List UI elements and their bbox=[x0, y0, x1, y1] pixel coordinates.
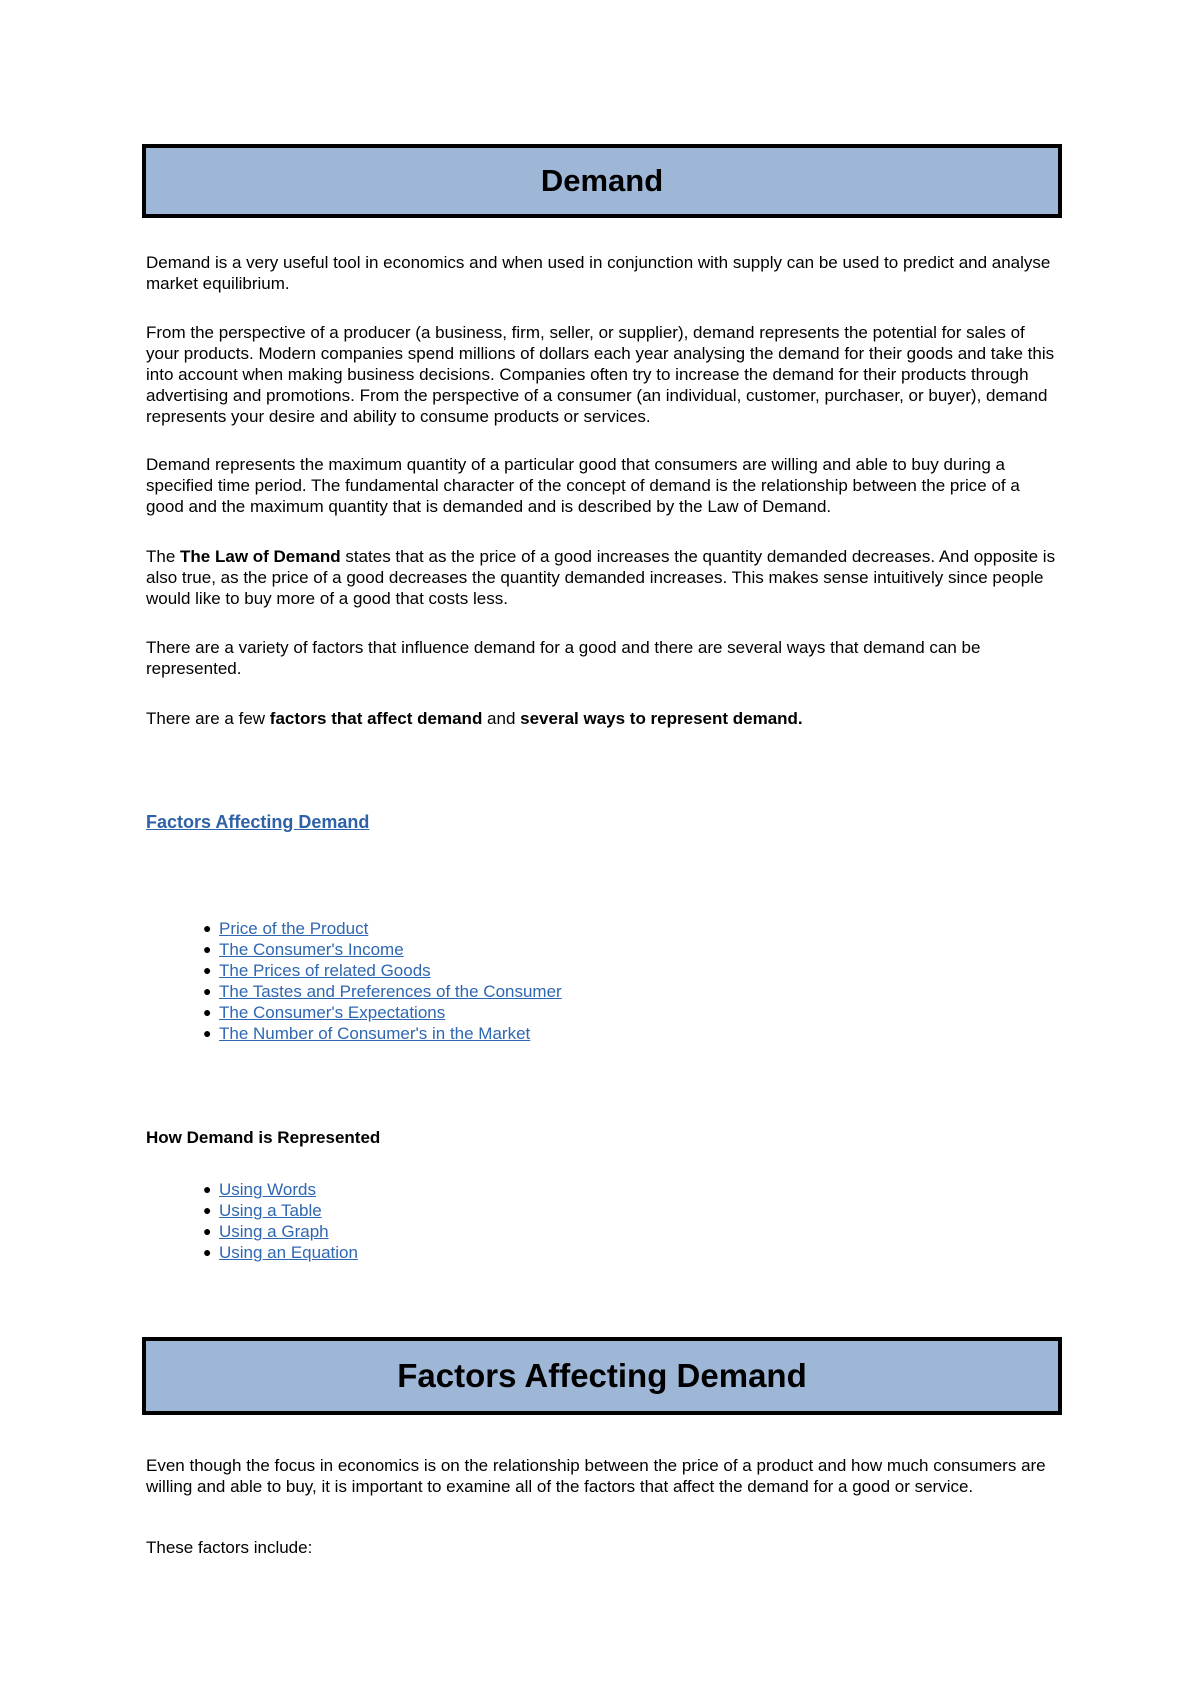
list-item bbox=[200, 939, 562, 960]
factors-link-list bbox=[200, 918, 562, 1044]
list-item bbox=[200, 1242, 358, 1263]
bullet-icon: ● bbox=[203, 920, 212, 936]
factors-title-box bbox=[142, 1337, 1062, 1415]
law-of-demand-prefix: The bbox=[146, 547, 181, 566]
factor-link-income[interactable]: The Consumer's Income bbox=[219, 940, 404, 959]
bullet-icon: ● bbox=[203, 962, 212, 978]
demand-paragraph-5: There are a variety of factors that influence demand for a good and there are several ways that demand can be represented. bbox=[146, 638, 981, 678]
list-item bbox=[200, 1221, 358, 1242]
representation-heading: How Demand is Represented bbox=[146, 1128, 381, 1147]
demand-paragraph-2: From the perspective of a producer (a business, firm, seller, or supplier), demand represents the potential for sales of your products. Modern companies spend millions of dollars each year analysing the demand for their goods and take this into account when making business decisions. Companies often try to increase the demand for their products through advertising and promotions. From the perspective of a consumer (an individual, customer, purchaser, or buyer), demand represents your desire and ability to consume products or services. bbox=[146, 323, 1055, 426]
list-item bbox=[200, 918, 562, 939]
bullet-icon: ● bbox=[203, 1244, 212, 1260]
bullet-icon: ● bbox=[203, 1181, 212, 1197]
factors-title: Factors Affecting Demand bbox=[397, 1357, 807, 1394]
summary-prefix: There are a few bbox=[146, 709, 270, 728]
representation-link-list bbox=[200, 1179, 358, 1263]
law-of-demand-paragraph bbox=[146, 546, 1058, 609]
factors-paragraph-2: These factors include: bbox=[146, 1538, 313, 1557]
summary-representation-bold: several ways to represent demand. bbox=[520, 709, 803, 728]
demand-paragraph-1: Demand is a very useful tool in economics and when used in conjunction with supply can be used to predict and analyse market equilibrium. bbox=[146, 253, 1051, 293]
bullet-icon: ● bbox=[203, 1025, 212, 1041]
factor-link-price[interactable]: Price of the Product bbox=[219, 919, 369, 938]
list-item bbox=[200, 960, 562, 981]
representation-link-graph[interactable]: Using a Graph bbox=[219, 1222, 329, 1241]
bullet-icon: ● bbox=[203, 941, 212, 957]
demand-title-box bbox=[142, 144, 1062, 218]
factors-paragraph-1: Even though the focus in economics is on the relationship between the price of a product and how much consumers are willing and able to buy, it is important to examine all of the factors that affect the demand for a good or service. bbox=[146, 1456, 1046, 1496]
list-item bbox=[200, 1200, 358, 1221]
factor-link-expectations[interactable]: The Consumer's Expectations bbox=[219, 1003, 446, 1022]
list-item bbox=[200, 1023, 562, 1044]
demand-summary-paragraph bbox=[146, 708, 1058, 729]
representation-link-table[interactable]: Using a Table bbox=[219, 1201, 322, 1220]
representation-link-words[interactable]: Using Words bbox=[219, 1180, 316, 1199]
factor-link-number-of-consumers[interactable]: The Number of Consumer's in the Market bbox=[219, 1024, 531, 1043]
bullet-icon: ● bbox=[203, 983, 212, 999]
bullet-icon: ● bbox=[203, 1202, 212, 1218]
representation-link-equation[interactable]: Using an Equation bbox=[219, 1243, 358, 1262]
law-of-demand-term: The Law of Demand bbox=[180, 547, 341, 566]
demand-paragraph-3: Demand represents the maximum quantity of a particular good that consumers are willing and able to buy during a specified time period. The fundamental character of the concept of demand is the relationship between the price of a good and the maximum quantity that is demanded and is described by the Law of Demand. bbox=[146, 455, 1020, 516]
list-item bbox=[200, 981, 562, 1002]
list-item bbox=[200, 1179, 358, 1200]
factor-link-tastes[interactable]: The Tastes and Preferences of the Consumer bbox=[219, 982, 562, 1001]
summary-middle: and bbox=[482, 709, 521, 728]
factors-affecting-demand-link[interactable]: Factors Affecting Demand bbox=[146, 812, 370, 832]
summary-factors-bold: factors that affect demand bbox=[269, 709, 483, 728]
list-item bbox=[200, 1002, 562, 1023]
demand-title: Demand bbox=[540, 163, 664, 198]
factor-link-related-goods[interactable]: The Prices of related Goods bbox=[219, 961, 431, 980]
bullet-icon: ● bbox=[203, 1223, 212, 1239]
law-of-demand-text: states that as the price of a good increases the quantity demanded decreases. And opposite is also true, as the price of a good decreases the quantity demanded increases. This makes sense intuitively since people would like to buy more of a good that costs less. bbox=[146, 547, 1056, 608]
bullet-icon: ● bbox=[203, 1004, 212, 1020]
